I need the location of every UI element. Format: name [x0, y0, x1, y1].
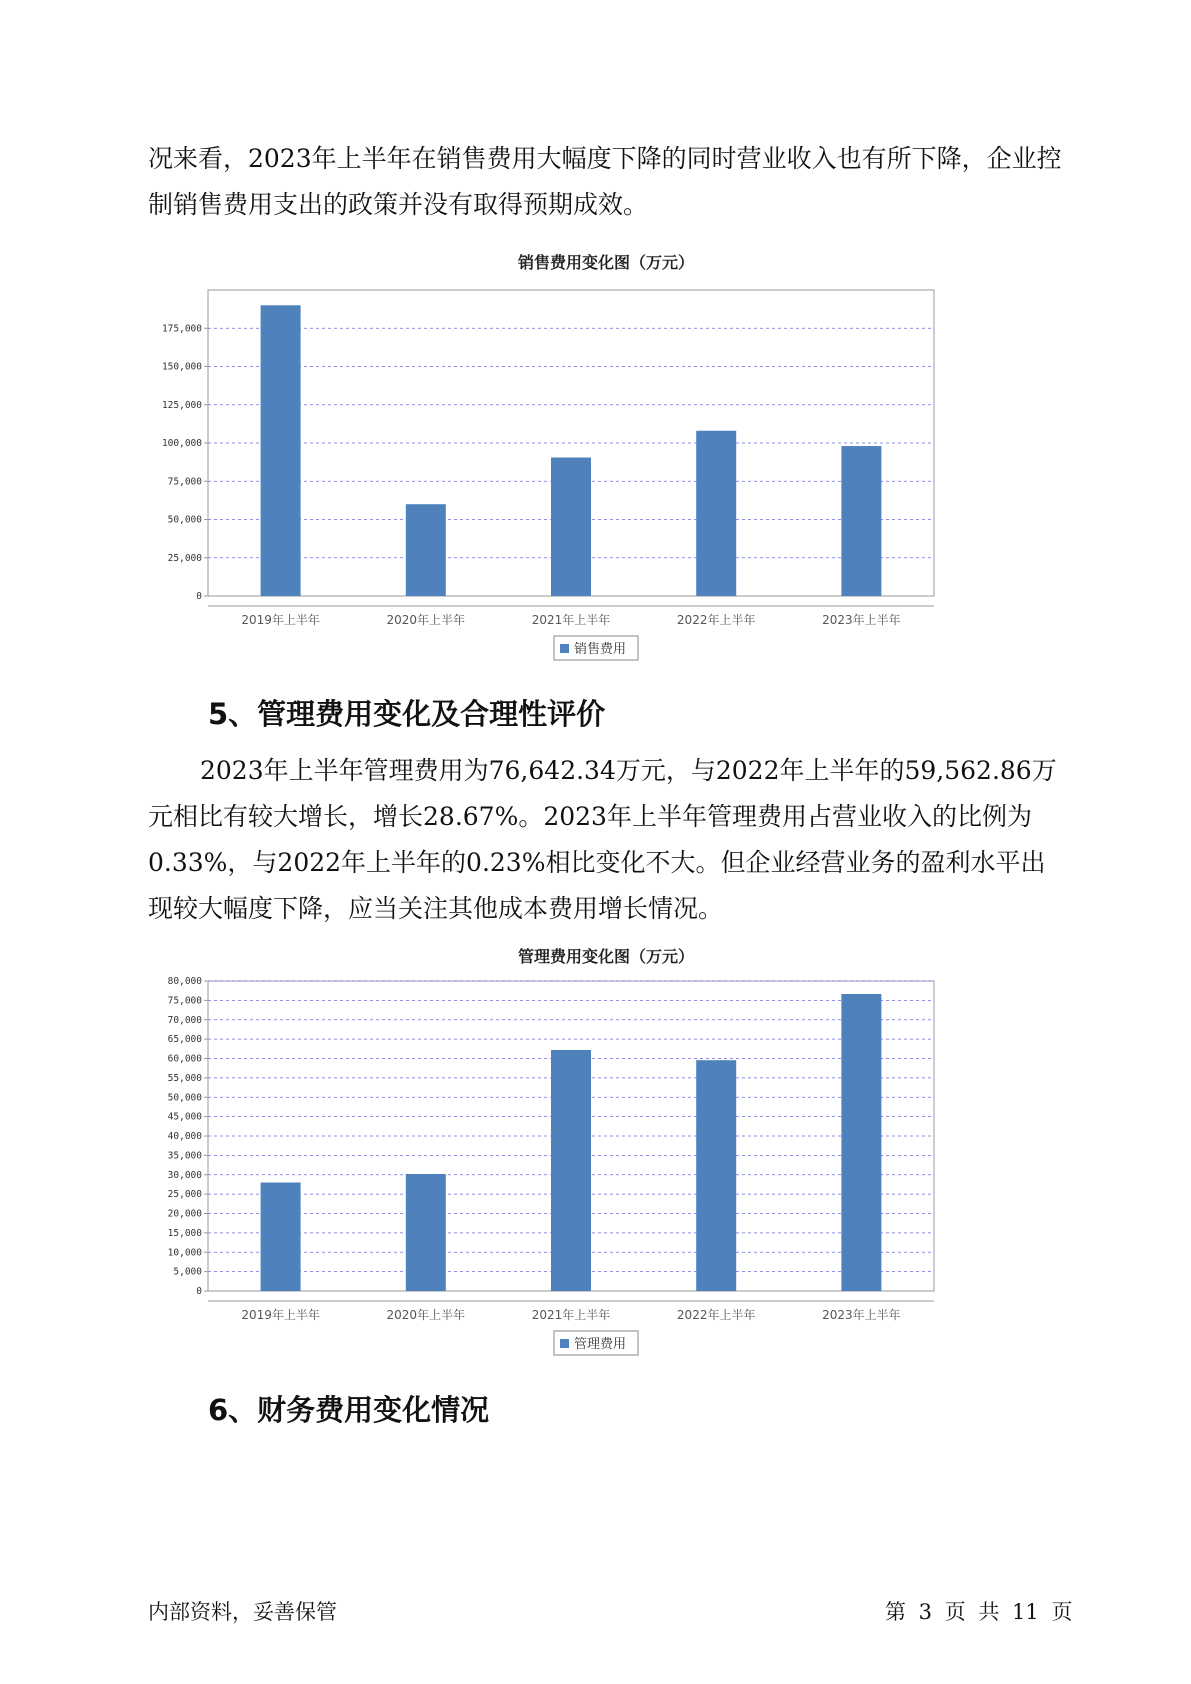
- x-tick-label: 2022年上半年: [676, 613, 756, 627]
- sales-expense-chart: [150, 240, 1040, 680]
- footer-page-number: 第 3 页 共 11 页: [885, 1600, 1073, 1624]
- bar: [841, 446, 881, 596]
- bar: [261, 305, 301, 596]
- admin-expense-chart: [150, 935, 1040, 1375]
- y-tick-label: 65,000: [167, 1034, 202, 1046]
- bar: [406, 1174, 446, 1291]
- y-tick-label: 50,000: [167, 514, 202, 526]
- y-tick-label: 60,000: [167, 1053, 202, 1065]
- y-tick-label: 40,000: [167, 1131, 202, 1142]
- y-tick-label: 50,000: [167, 1092, 202, 1104]
- y-tick-label: 125,000: [161, 399, 202, 411]
- y-tick-label: 150,000: [161, 361, 202, 373]
- y-tick-label: 10,000: [167, 1247, 202, 1259]
- legend-swatch: [560, 644, 569, 653]
- bar: [261, 1183, 301, 1292]
- section6-heading: 6、财务费用变化情况: [208, 1393, 490, 1427]
- x-tick-label: 2021年上半年: [531, 1308, 611, 1322]
- chart-title: 管理费用变化图（万元）: [517, 947, 695, 966]
- y-tick-label: 30,000: [167, 1169, 202, 1181]
- bar: [551, 458, 591, 596]
- section5-paragraph: 2023年上半年管理费用为76,642.34万元，与2022年上半年的59,562.86万元相比有较大增长，增长28.67%。2023年上半年管理费用占营业收入的比例为0.33%，与2022年上半年的0.23%相比变化不大。但企业经营业务的盈利水平出现较大幅度下降，应当关注其他成本费用增长情况。: [148, 756, 1057, 923]
- y-tick-label: 0: [196, 1286, 202, 1297]
- legend-label: 销售费用: [574, 642, 627, 657]
- y-tick-label: 0: [196, 591, 202, 602]
- y-tick-label: 45,000: [167, 1111, 202, 1123]
- bar: [696, 431, 736, 596]
- admin-expense-chart-svg: [150, 935, 1040, 1375]
- y-tick-label: 15,000: [167, 1227, 202, 1239]
- legend: [554, 636, 638, 660]
- y-tick-label: 100,000: [161, 438, 202, 449]
- y-tick-label: 20,000: [167, 1208, 202, 1220]
- x-tick-label: 2020年上半年: [386, 1308, 466, 1322]
- y-tick-label: 80,000: [167, 976, 202, 987]
- y-tick-label: 75,000: [167, 476, 202, 488]
- legend: [554, 1331, 638, 1355]
- bar: [841, 994, 881, 1291]
- x-tick-label: 2023年上半年: [822, 1308, 901, 1322]
- y-tick-label: 70,000: [167, 1014, 202, 1026]
- legend-swatch: [560, 1339, 569, 1348]
- section5-heading: 5、管理费用变化及合理性评价: [208, 697, 606, 731]
- x-tick-label: 2019年上半年: [241, 613, 320, 627]
- x-tick-label: 2019年上半年: [241, 1308, 320, 1322]
- sales-expense-chart-svg: [150, 240, 1040, 680]
- bar: [696, 1060, 736, 1291]
- y-tick-label: 75,000: [167, 995, 202, 1007]
- chart-title: 销售费用变化图（万元）: [517, 253, 695, 272]
- y-tick-label: 5,000: [173, 1266, 202, 1278]
- y-tick-label: 55,000: [167, 1072, 202, 1084]
- y-tick-label: 25,000: [167, 552, 202, 564]
- x-tick-label: 2021年上半年: [531, 613, 611, 627]
- bar: [406, 504, 446, 596]
- bar: [551, 1050, 591, 1291]
- y-tick-label: 175,000: [161, 323, 202, 335]
- y-tick-label: 25,000: [167, 1189, 202, 1201]
- intro-paragraph: 况来看，2023年上半年在销售费用大幅度下降的同时营业收入也有所下降，企业控制销售费用支出的政策并没有取得预期成效。: [148, 144, 1062, 219]
- x-tick-label: 2022年上半年: [676, 1308, 756, 1322]
- y-tick-label: 35,000: [167, 1150, 202, 1162]
- x-tick-label: 2023年上半年: [822, 613, 901, 627]
- footer-confidential-note: 内部资料，妥善保管: [148, 1600, 337, 1624]
- legend-label: 管理费用: [574, 1337, 627, 1352]
- x-tick-label: 2020年上半年: [386, 613, 466, 627]
